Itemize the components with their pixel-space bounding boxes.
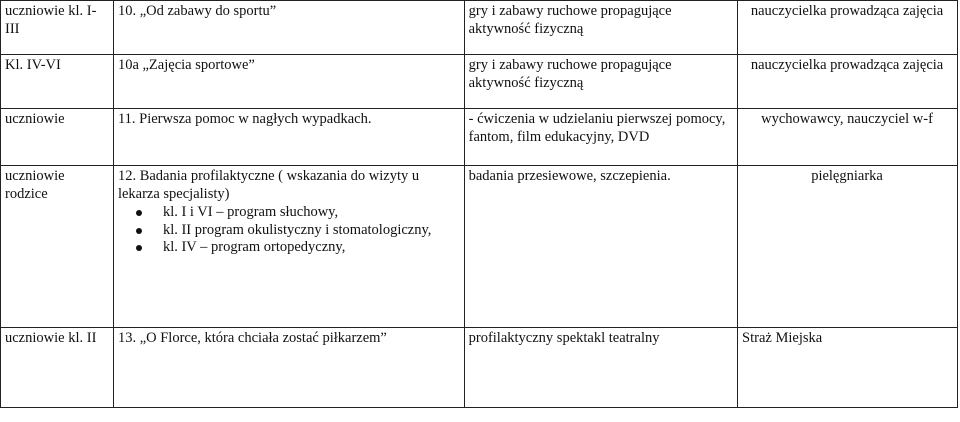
program-list [118,204,459,257]
topic-cell: 11. Pierwsza pomoc w nagłych wypadkach. [113,109,464,166]
bullet-icon [136,228,142,234]
topic-cell: 10a „Zajęcia sportowe” [113,55,464,109]
responsible-cell: wychowawcy, nauczyciel w-f [738,109,958,166]
table-row [1,109,958,166]
list-item [118,239,459,257]
form-cell: gry i zabawy ruchowe propagujące aktywność fizyczną [464,1,737,55]
participants-cell: uczniowie kl. II [1,328,114,408]
topic-text: 12. Badania profilaktyczne ( wskazania do wizyty u lekarza specjalisty) [117,168,420,202]
list-item [118,204,459,222]
topic-cell: 10. „Od zabawy do sportu” [113,1,464,55]
form-cell: profilaktyczny spektakl teatralny [464,328,737,408]
participants-cell: uczniowie kl. I-III [1,1,114,55]
list-item [118,222,459,240]
form-cell: - ćwiczenia w udzielaniu pierwszej pomocy, fantom, film edukacyjny, DVD [464,109,737,166]
topic-cell: 13. „O Florce, która chciała zostać piłkarzem” [113,328,464,408]
responsible-cell: pielęgniarka [738,166,958,328]
table-row [1,166,958,328]
responsible-cell: nauczycielka prowadząca zajęcia [738,55,958,109]
participants-cell: uczniowie rodzice [1,166,114,328]
table-row [1,1,958,55]
program-item-text: kl. II program okulistyczny i stomatologiczny, [162,221,432,238]
responsible-cell: Straż Miejska [738,328,958,408]
responsible-cell: nauczycielka prowadząca zajęcia [738,1,958,55]
program-item-text: kl. I i VI – program słuchowy, [162,204,339,220]
participants-cell: Kl. IV-VI [1,55,114,109]
topic-cell [113,166,464,328]
participants-cell: uczniowie [1,109,114,166]
bullet-icon [136,210,142,216]
form-cell: gry i zabawy ruchowe propagujące aktywność fizyczną [464,55,737,109]
table-row [1,328,958,408]
form-cell: badania przesiewowe, szczepienia. [464,166,737,328]
program-item-text: kl. IV – program ortopedyczny, [162,239,346,255]
bullet-icon [136,245,142,251]
table-row [1,55,958,109]
